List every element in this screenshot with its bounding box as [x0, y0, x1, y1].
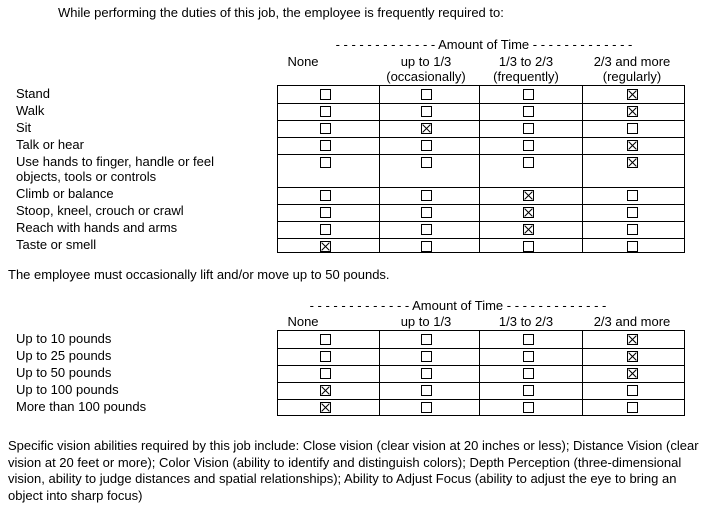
physical-checkbox-two-thirds-more[interactable] — [627, 123, 638, 134]
col-third-to-two-thirds-header-1: 1/3 to 2/3 (frequently) — [493, 54, 559, 84]
physical-checkbox-up-to-third[interactable] — [421, 190, 432, 201]
physical-checkbox-up-to-third[interactable] — [421, 157, 432, 168]
physical-checkbox-none-checked[interactable] — [320, 241, 331, 252]
physical-checkbox-two-thirds-more-checked[interactable] — [627, 157, 638, 168]
lifting-checkbox-third-to-two-thirds[interactable] — [523, 351, 534, 362]
lifting-checkbox-third-to-two-thirds[interactable] — [523, 402, 534, 413]
physical-checkbox-two-thirds-more[interactable] — [627, 241, 638, 252]
physical-checkbox-third-to-two-thirds[interactable] — [523, 123, 534, 134]
row-label-reach: Reach with hands and arms — [16, 220, 178, 235]
grid-row-divider — [278, 399, 684, 400]
row-label-stand: Stand — [16, 86, 50, 101]
physical-checkbox-none[interactable] — [320, 207, 331, 218]
row-label-up-to-50: Up to 50 pounds — [16, 365, 112, 380]
grid-column-divider — [582, 86, 583, 252]
lifting-checkbox-up-to-third[interactable] — [421, 368, 432, 379]
physical-checkbox-none[interactable] — [320, 157, 331, 168]
grid-row-divider — [278, 365, 684, 366]
col-two-thirds-more-header-1: 2/3 and more (regularly) — [593, 54, 671, 84]
grid-row-divider — [278, 221, 684, 222]
row-label-walk: Walk — [16, 103, 45, 118]
col-two-thirds-more-header-2: 2/3 and more — [593, 314, 671, 329]
physical-checkbox-up-to-third[interactable] — [421, 89, 432, 100]
row-label-talk-hear: Talk or hear — [16, 137, 84, 152]
row-label-taste: Taste or smell — [16, 237, 97, 252]
physical-checkbox-none[interactable] — [320, 190, 331, 201]
grid-row-divider — [278, 103, 684, 104]
physical-checkbox-third-to-two-thirds[interactable] — [523, 157, 534, 168]
physical-checkbox-none[interactable] — [320, 89, 331, 100]
lifting-checkbox-none[interactable] — [320, 334, 331, 345]
physical-checkbox-up-to-third[interactable] — [421, 224, 432, 235]
lifting-checkbox-two-thirds-more[interactable] — [627, 385, 638, 396]
lifting-checkbox-third-to-two-thirds[interactable] — [523, 368, 534, 379]
physical-checkbox-up-to-third[interactable] — [421, 140, 432, 151]
physical-checkbox-none[interactable] — [320, 123, 331, 134]
physical-checkbox-none[interactable] — [320, 224, 331, 235]
lifting-checkbox-none-checked[interactable] — [320, 385, 331, 396]
physical-checkbox-up-to-third[interactable] — [421, 207, 432, 218]
row-label-sit: Sit — [16, 120, 32, 135]
row-label-climb: Climb or balance — [16, 186, 114, 201]
lifting-checkbox-none-checked[interactable] — [320, 402, 331, 413]
lifting-checkbox-up-to-third[interactable] — [421, 402, 432, 413]
physical-checkbox-none[interactable] — [320, 140, 331, 151]
physical-checkbox-two-thirds-more-checked[interactable] — [627, 89, 638, 100]
grid-column-divider — [479, 331, 480, 415]
row-label-up-to-25: Up to 25 pounds — [16, 348, 112, 363]
lifting-checkbox-none[interactable] — [320, 368, 331, 379]
grid-row-divider — [278, 187, 684, 188]
physical-checkbox-third-to-two-thirds[interactable] — [523, 89, 534, 100]
lifting-checkbox-two-thirds-more-checked[interactable] — [627, 351, 638, 362]
physical-checkbox-two-thirds-more-checked[interactable] — [627, 106, 638, 117]
lifting-checkbox-up-to-third[interactable] — [421, 351, 432, 362]
amount-of-time-header-2: - - - - - - - - - - - - - Amount of Time - - - - - - - - - - - - - — [309, 298, 607, 313]
amount-of-time-header-1: - - - - - - - - - - - - - Amount of Time - - - - - - - - - - - - - — [335, 37, 633, 52]
col-up-to-third-header-2: up to 1/3 — [400, 314, 452, 329]
grid-column-divider — [582, 331, 583, 415]
col-up-to-third-header-1: up to 1/3 (occasionally) — [386, 54, 466, 84]
row-label-up-to-100: Up to 100 pounds — [16, 382, 119, 397]
physical-checkbox-two-thirds-more[interactable] — [627, 190, 638, 201]
vision-abilities-text: Specific vision abilities required by this job include: Close vision (clear vision at 20 inches or less); Distance Vision (clear vision at 20 feet or more); Color Vision (ability to identify and distinguish colors); Depth Perception (three-dimensional vision, ability to judge distances and spatial relationships); Ability to Adjust Focus (ability to adjust the eye to bring an object into sharp focus) — [8, 438, 699, 503]
physical-checkbox-up-to-third[interactable] — [421, 106, 432, 117]
lifting-checkbox-up-to-third[interactable] — [421, 385, 432, 396]
grid-column-divider — [379, 86, 380, 252]
physical-checkbox-up-to-third[interactable] — [421, 241, 432, 252]
lifting-checkbox-third-to-two-thirds[interactable] — [523, 334, 534, 345]
grid-column-divider — [379, 331, 380, 415]
physical-checkbox-up-to-third-checked[interactable] — [421, 123, 432, 134]
grid-row-divider — [278, 238, 684, 239]
col-none-header-2: None — [287, 314, 319, 329]
lift-text: The employee must occasionally lift and/or move up to 50 pounds. — [8, 267, 390, 282]
intro-text: While performing the duties of this job, the employee is frequently required to: — [58, 5, 504, 20]
physical-checkbox-two-thirds-more-checked[interactable] — [627, 140, 638, 151]
physical-checkbox-third-to-two-thirds[interactable] — [523, 140, 534, 151]
physical-checkbox-third-to-two-thirds-checked[interactable] — [523, 190, 534, 201]
physical-checkbox-third-to-two-thirds[interactable] — [523, 241, 534, 252]
physical-checkbox-two-thirds-more[interactable] — [627, 224, 638, 235]
col-third-to-two-thirds-header-2: 1/3 to 2/3 — [498, 314, 554, 329]
grid-row-divider — [278, 348, 684, 349]
grid-row-divider — [278, 382, 684, 383]
lifting-checkbox-up-to-third[interactable] — [421, 334, 432, 345]
physical-checkbox-third-to-two-thirds-checked[interactable] — [523, 207, 534, 218]
lifting-checkbox-two-thirds-more[interactable] — [627, 402, 638, 413]
row-label-up-to-10: Up to 10 pounds — [16, 331, 112, 346]
row-label-stoop: Stoop, kneel, crouch or crawl — [16, 203, 184, 218]
physical-checkbox-third-to-two-thirds-checked[interactable] — [523, 224, 534, 235]
grid-row-divider — [278, 120, 684, 121]
lifting-grid — [277, 330, 685, 416]
row-label-use-hands: Use hands to finger, handle or feel objects, tools or controls — [16, 154, 215, 184]
lifting-checkbox-two-thirds-more-checked[interactable] — [627, 368, 638, 379]
col-none-header-1: None — [287, 54, 319, 69]
physical-checkbox-third-to-two-thirds[interactable] — [523, 106, 534, 117]
grid-row-divider — [278, 204, 684, 205]
physical-checkbox-two-thirds-more[interactable] — [627, 207, 638, 218]
lifting-checkbox-none[interactable] — [320, 351, 331, 362]
grid-column-divider — [479, 86, 480, 252]
grid-row-divider — [278, 137, 684, 138]
row-label-more-than-100: More than 100 pounds — [16, 399, 147, 414]
grid-row-divider — [278, 154, 684, 155]
physical-checkbox-none[interactable] — [320, 106, 331, 117]
lifting-checkbox-two-thirds-more-checked[interactable] — [627, 334, 638, 345]
lifting-checkbox-third-to-two-thirds[interactable] — [523, 385, 534, 396]
physical-demands-grid — [277, 85, 685, 253]
